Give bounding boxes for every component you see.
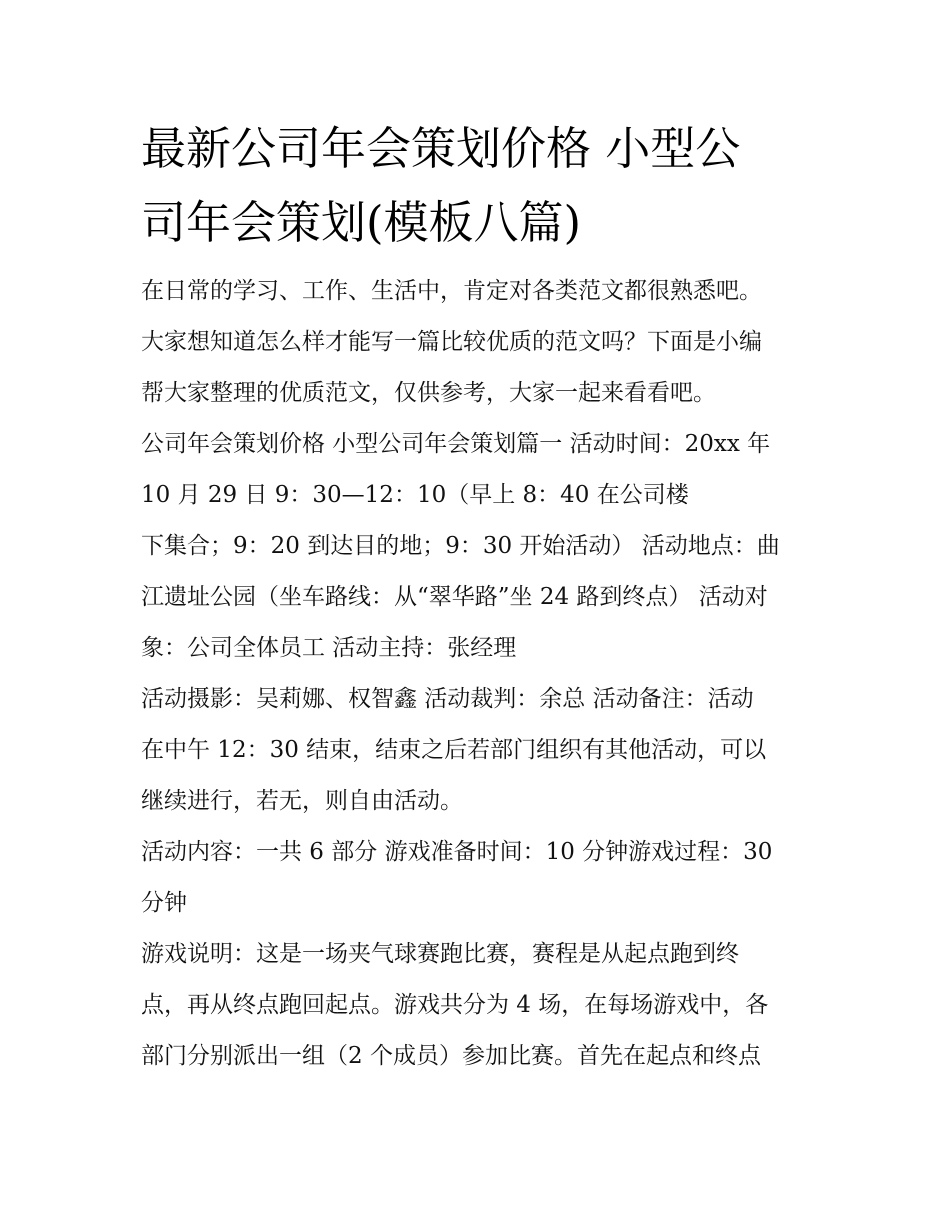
text-line: 游戏说明：这是一场夹气球赛跑比赛，赛程是从起点跑到终 [141, 941, 739, 967]
title-line: 司年会策划(模板八篇) [141, 196, 582, 249]
text-line: 大家想知道怎么样才能写一篇比较优质的范文吗？下面是小编 [141, 329, 762, 355]
document-title [141, 112, 813, 260]
activity-staff-paragraph [141, 674, 813, 827]
text-line: 部门分别派出一组（2 个成员）参加比赛。首先在起点和终点 [141, 1043, 761, 1069]
title-line: 最新公司年会策划价格 小型公 [141, 122, 741, 175]
activity-location-paragraph [141, 521, 813, 674]
text-line: 继续进行，若无，则自由活动。 [141, 788, 463, 814]
text-line: 分钟 [141, 890, 187, 916]
game-description-paragraph [141, 929, 813, 1082]
activity-content-paragraph [141, 827, 813, 929]
text-line: 下集合；9：20 到达目的地；9：30 开始活动） 活动地点：曲 [141, 533, 780, 559]
text-line: 公司年会策划价格 小型公司年会策划篇一 活动时间：20xx 年 [141, 431, 771, 457]
text-line: 江遗址公园（坐车路线：从“翠华路”坐 24 路到终点） 活动对 [141, 584, 768, 610]
text-line: 象：公司全体员工 活动主持：张经理 [141, 635, 517, 661]
text-line: 活动内容：一共 6 部分 游戏准备时间：10 分钟游戏过程：30 [141, 839, 773, 865]
text-line: 点，再从终点跑回起点。游戏共分为 4 场，在每场游戏中，各 [141, 992, 769, 1018]
text-line: 在中午 12：30 结束，结束之后若部门组织有其他活动，可以 [141, 737, 767, 763]
text-line: 帮大家整理的优质范文，仅供参考，大家一起来看看吧。 [141, 380, 716, 406]
intro-paragraph [141, 266, 813, 419]
activity-time-paragraph [141, 419, 813, 521]
document-body [141, 112, 813, 1082]
text-line: 10 月 29 日 9：30—12：10（早上 8：40 在公司楼 [141, 482, 689, 508]
text-line: 活动摄影：吴莉娜、权智鑫 活动裁判：余总 活动备注：活动 [141, 686, 754, 712]
text-line: 在日常的学习、工作、生活中，肯定对各类范文都很熟悉吧。 [141, 278, 762, 304]
